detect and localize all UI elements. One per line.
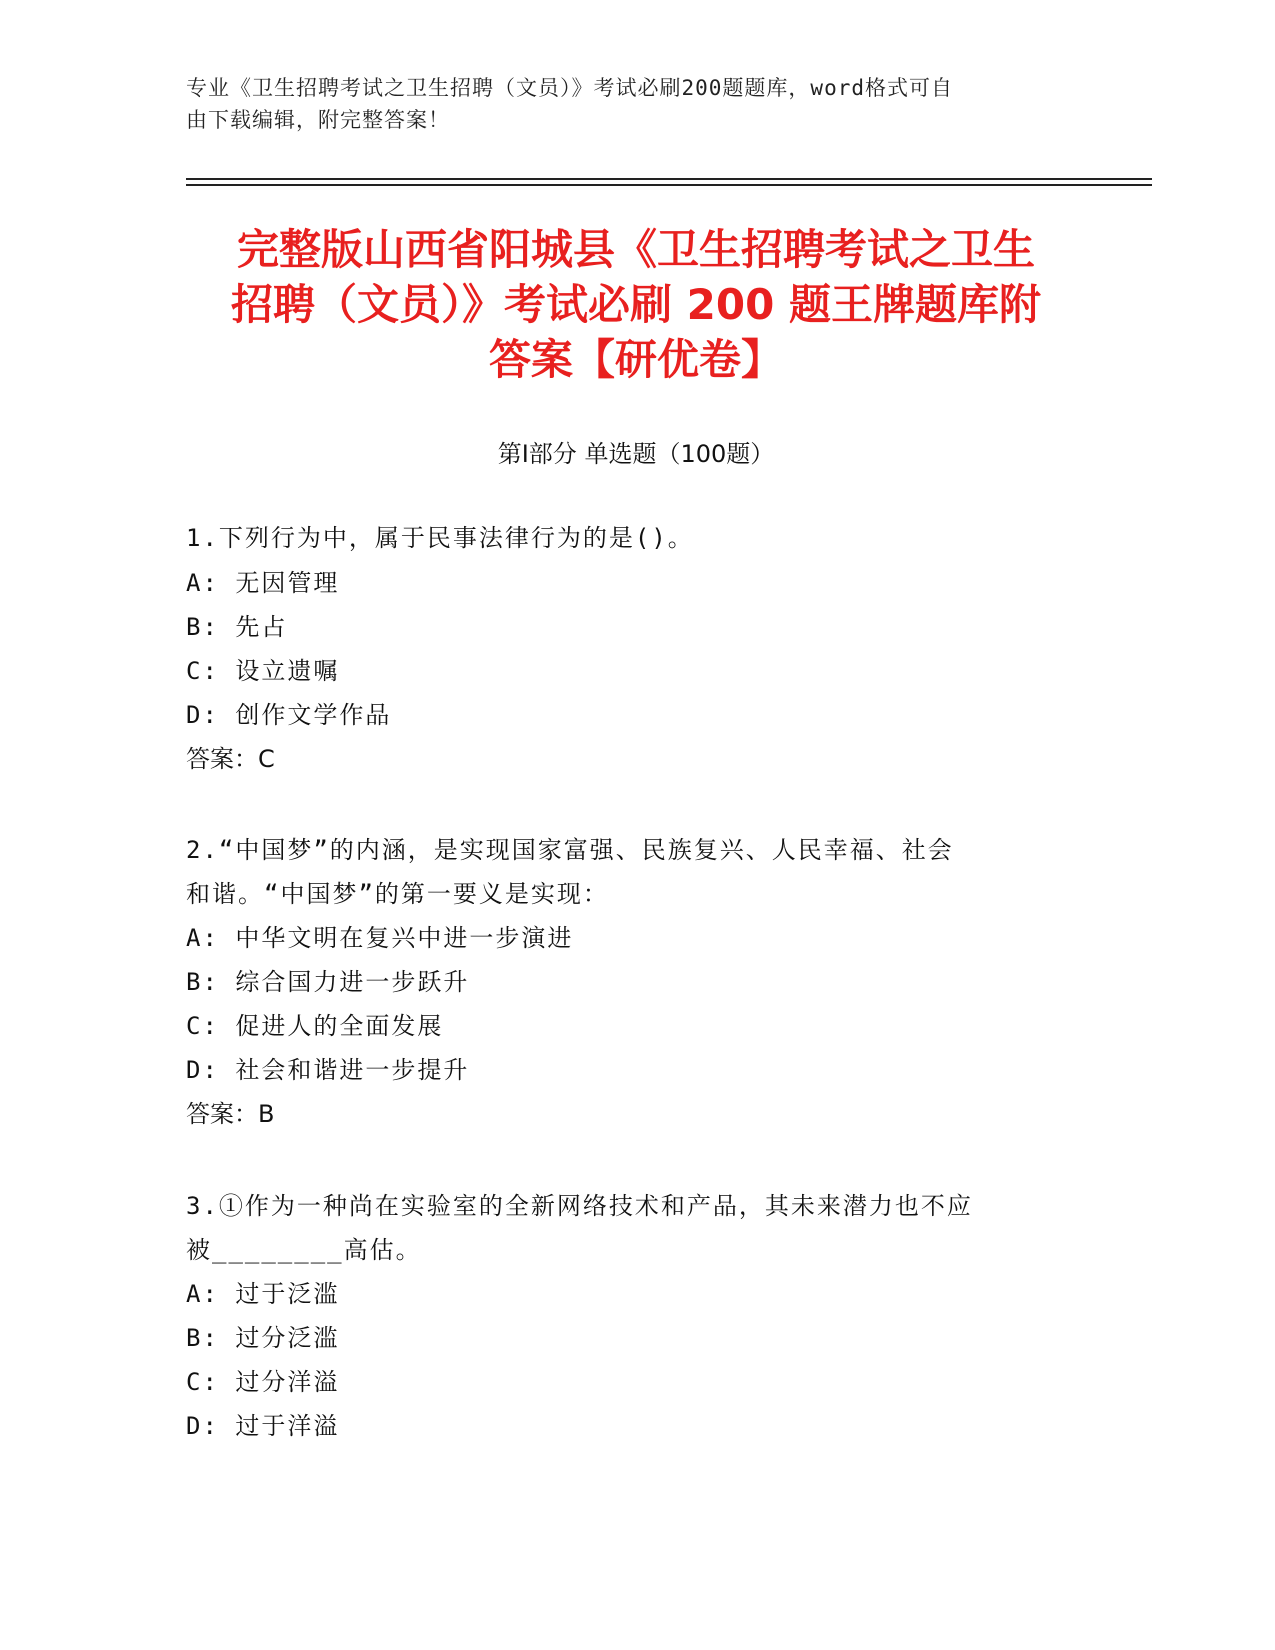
header-note-line: 专业《卫生招聘考试之卫生招聘（文员）》考试必刷200题题库，word格式可自 xyxy=(186,76,953,100)
question-1-option-c: C: 设立遗嘱 xyxy=(186,657,340,685)
question-1-stem: 1.下列行为中，属于民事法律行为的是()。 xyxy=(186,524,694,552)
question-3-stem: 被________高估。 xyxy=(186,1236,422,1264)
question-1-answer: 答案：C xyxy=(186,745,275,773)
header-divider xyxy=(186,184,1152,186)
question-2-option-d: D: 社会和谐进一步提升 xyxy=(186,1056,470,1084)
question-2-stem: 和谐。“中国梦”的第一要义是实现： xyxy=(186,880,609,908)
header-divider xyxy=(186,178,1152,180)
title-line: 招聘（文员）》考试必刷 200 题王牌题库附 xyxy=(231,280,1041,329)
question-3-stem: 3.①作为一种尚在实验室的全新网络技术和产品，其未来潜力也不应 xyxy=(186,1192,973,1220)
question-1-option-b: B: 先占 xyxy=(186,613,288,641)
title-line: 完整版山西省阳城县《卫生招聘考试之卫生 xyxy=(236,225,1035,274)
question-1-option-a: A: 无因管理 xyxy=(186,569,340,597)
question-2-answer: 答案：B xyxy=(186,1100,275,1128)
header-note-line: 由下载编辑，附完整答案！ xyxy=(186,108,450,132)
question-1-option-d: D: 创作文学作品 xyxy=(186,701,392,729)
question-3-option-d: D: 过于洋溢 xyxy=(186,1412,340,1440)
question-2-option-c: C: 促进人的全面发展 xyxy=(186,1012,444,1040)
question-3-option-b: B: 过分泛滥 xyxy=(186,1324,340,1352)
title-line: 答案【研优卷】 xyxy=(488,335,783,384)
document-title xyxy=(186,222,1086,387)
question-2-option-b: B: 综合国力进一步跃升 xyxy=(186,968,470,996)
question-2-option-a: A: 中华文明在复兴中进一步演进 xyxy=(186,924,574,952)
question-3-option-c: C: 过分洋溢 xyxy=(186,1368,340,1396)
question-3-option-a: A: 过于泛滥 xyxy=(186,1280,340,1308)
question-2-stem: 2.“中国梦”的内涵，是实现国家富强、民族复兴、人民幸福、社会 xyxy=(186,836,954,864)
section-heading: 第Ⅰ部分 单选题（100题） xyxy=(497,440,775,468)
header-note xyxy=(186,72,1066,136)
